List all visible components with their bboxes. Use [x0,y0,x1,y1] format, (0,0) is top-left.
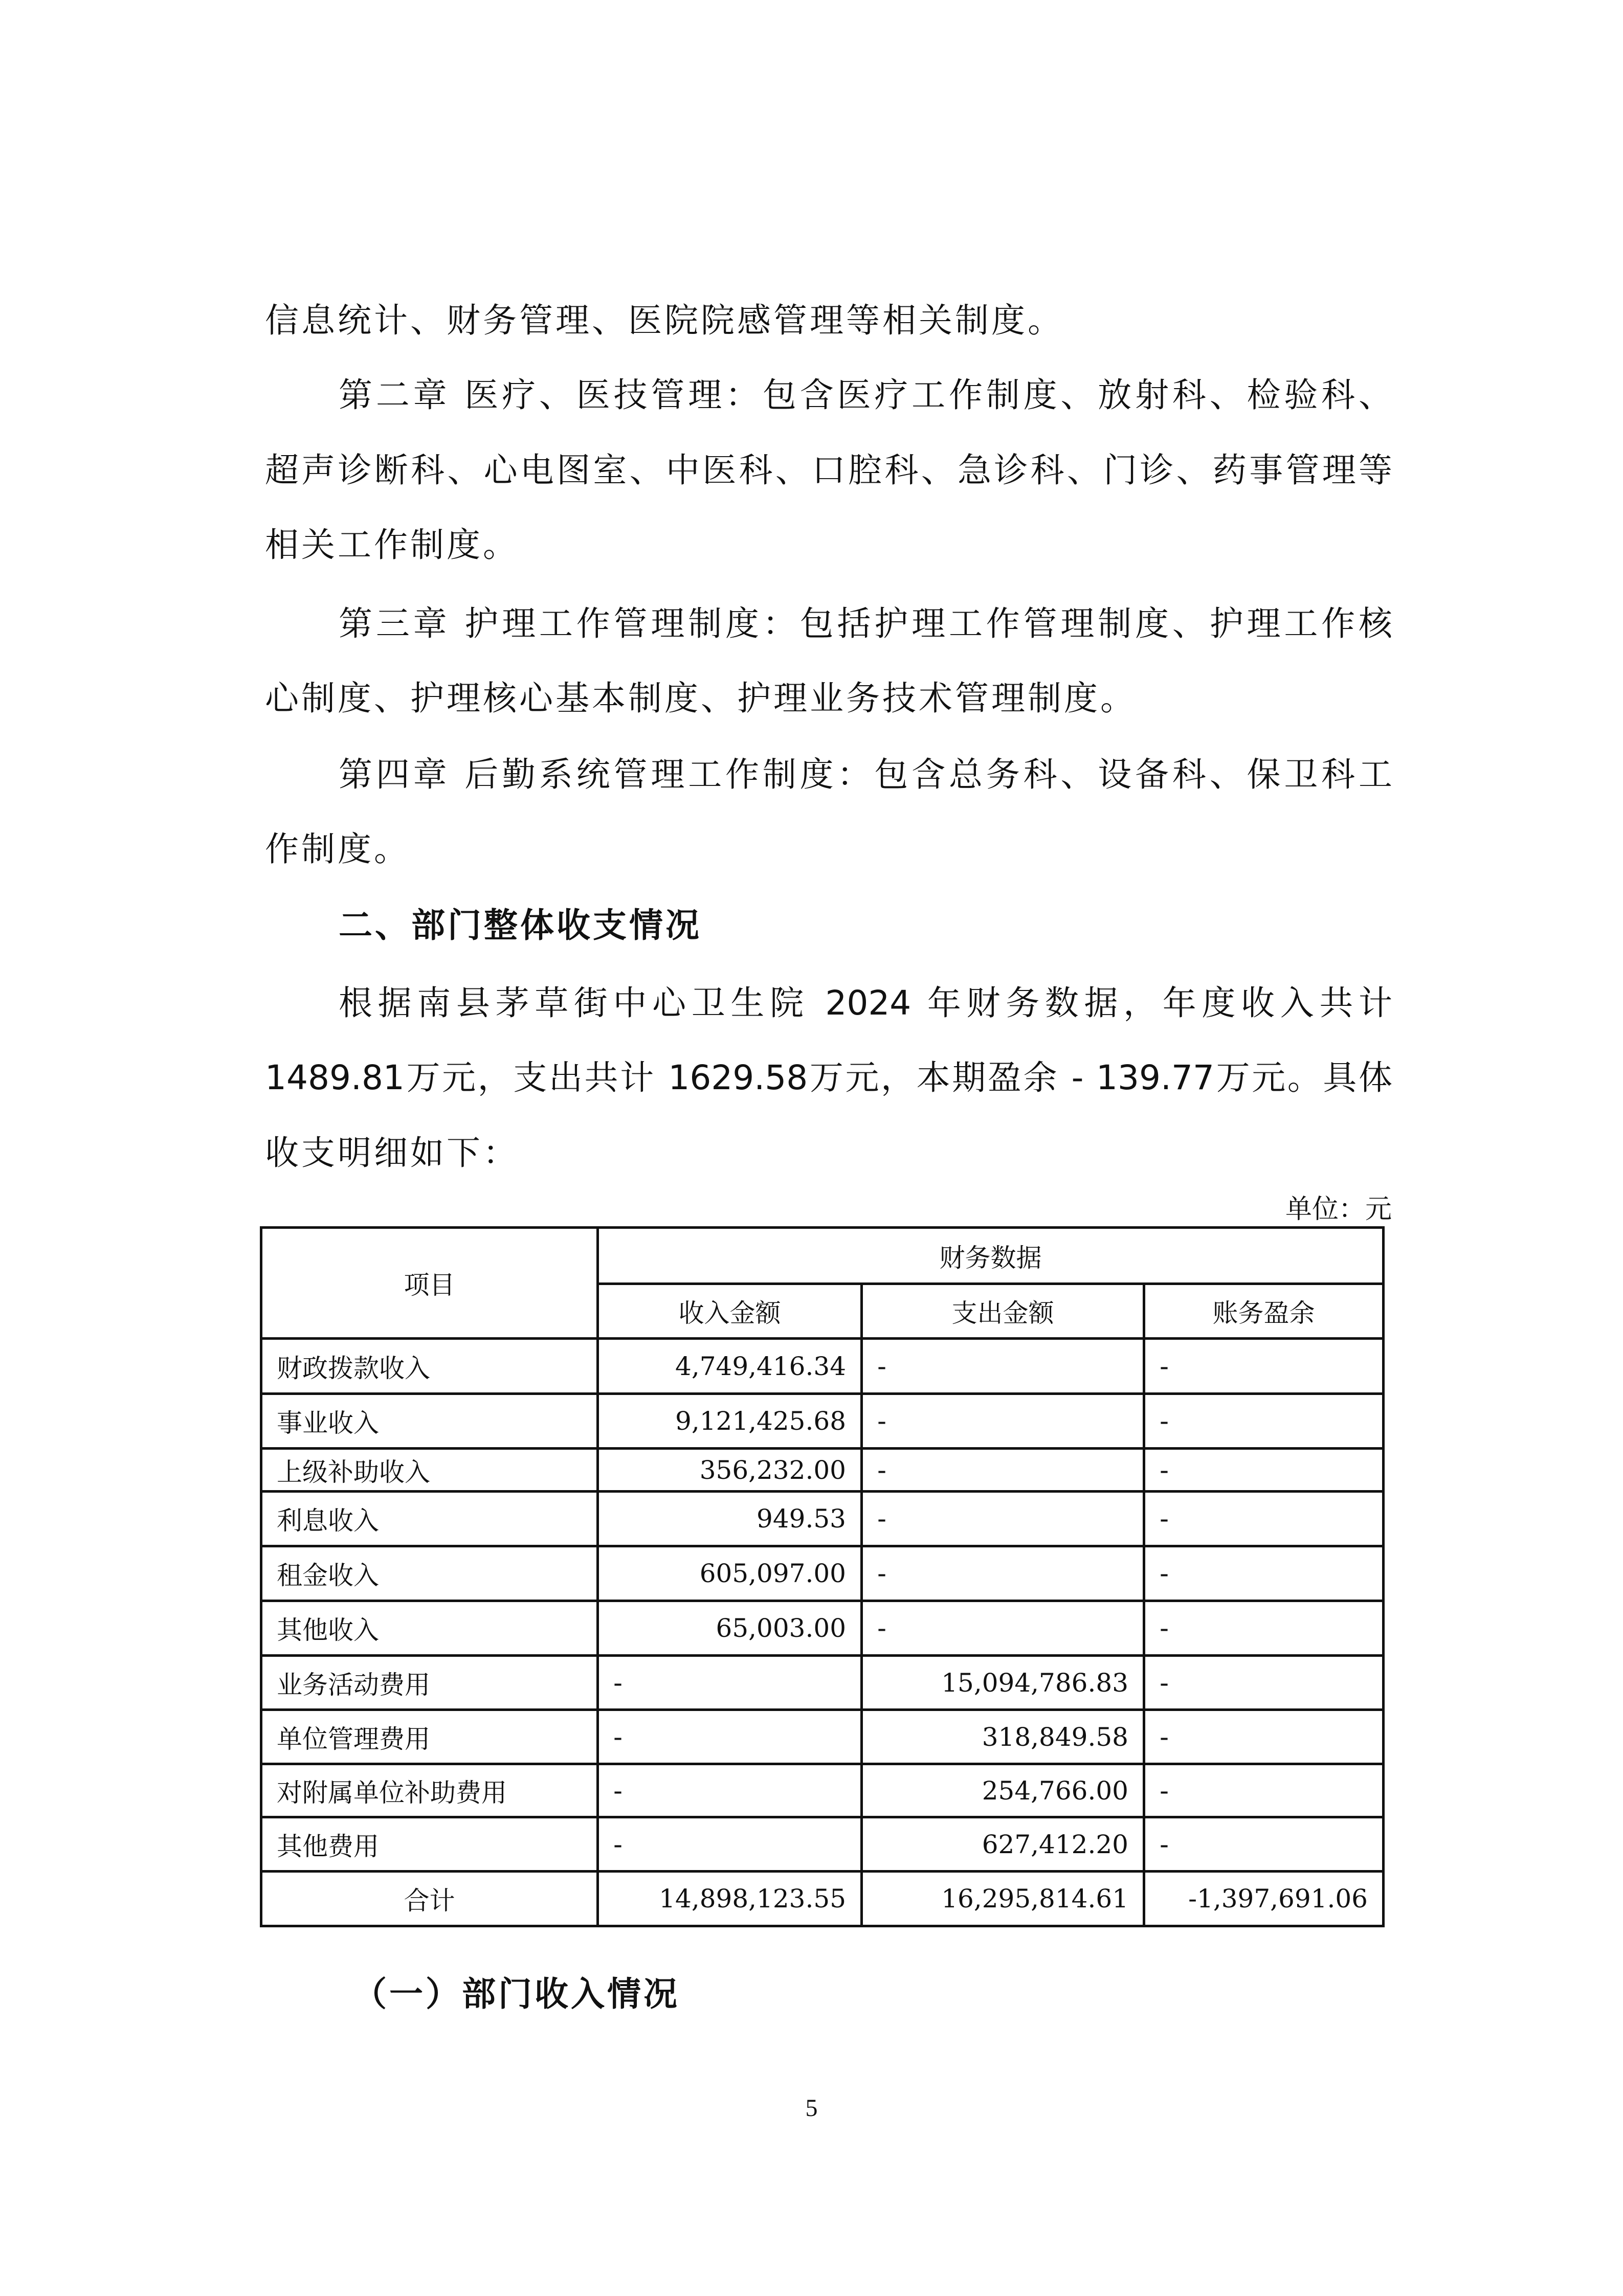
row-income: 4,749,416.34 [598,1339,862,1394]
paragraph-line: 心制度、护理核心基本制度、护理业务技术管理制度。 [265,679,1137,718]
row-expense: 254,766.00 [862,1764,1144,1817]
row-item: 其他费用 [261,1817,598,1872]
row-income: - [598,1656,862,1710]
table-row [261,1339,1384,1394]
total-expense: 16,295,814.61 [862,1872,1144,1926]
table-row [261,1546,1384,1601]
header-item: 项目 [261,1228,598,1339]
row-expense: 15,094,786.83 [862,1656,1144,1710]
paragraph-line: 第二章 医疗、医技管理：包含医疗工作制度、放射科、检验科、 [339,375,1392,415]
row-item: 利息收入 [261,1492,598,1546]
paragraph-line: 第三章 护理工作管理制度：包括护理工作管理制度、护理工作核 [339,604,1392,643]
paragraph-line: 第四章 后勤系统管理工作制度：包含总务科、设备科、保卫科工 [339,755,1392,794]
row-item: 租金收入 [261,1546,598,1601]
row-expense: - [862,1546,1144,1601]
row-surplus: - [1144,1546,1384,1601]
row-item: 对附属单位补助费用 [261,1764,598,1817]
row-item: 其他收入 [261,1601,598,1656]
row-income: 949.53 [598,1492,862,1546]
table-row [261,1492,1384,1546]
row-income: - [598,1817,862,1872]
section-heading: 二、部门整体收支情况 [339,906,702,945]
row-item: 业务活动费用 [261,1656,598,1710]
row-expense: 318,849.58 [862,1710,1144,1764]
header-income: 收入金额 [598,1284,862,1339]
row-expense: - [862,1601,1144,1656]
table-total-row [261,1872,1384,1926]
paragraph-line: 相关工作制度。 [265,525,519,565]
table-row [261,1656,1384,1710]
row-income: 65,003.00 [598,1601,862,1656]
page-number: 5 [805,2095,818,2122]
row-surplus: - [1144,1339,1384,1394]
table-row [261,1601,1384,1656]
paragraph-line: 信息统计、财务管理、医院院感管理等相关制度。 [265,301,1064,340]
row-item: 财政拨款收入 [261,1339,598,1394]
row-income: - [598,1710,862,1764]
total-income: 14,898,123.55 [598,1872,862,1926]
paragraph-line: 超声诊断科、心电图室、中医科、口腔科、急诊科、门诊、药事管理等 [265,451,1392,490]
header-expense: 支出金额 [862,1284,1144,1339]
table-row [261,1449,1384,1492]
row-income: 356,232.00 [598,1449,862,1492]
header-group: 财务数据 [598,1228,1384,1284]
row-surplus: - [1144,1656,1384,1710]
row-surplus: - [1144,1394,1384,1449]
total-label: 合计 [261,1872,598,1926]
paragraph-line: 收支明细如下： [265,1133,519,1173]
subsection-heading: （一）部门收入情况 [353,1974,680,2014]
row-income: 9,121,425.68 [598,1394,862,1449]
table-row [261,1394,1384,1449]
row-expense: - [862,1394,1144,1449]
row-income: 605,097.00 [598,1546,862,1601]
total-surplus: -1,397,691.06 [1144,1872,1384,1926]
header-surplus: 账务盈余 [1144,1284,1384,1339]
paragraph-line: 根据南县茅草街中心卫生院 2024 年财务数据，年度收入共计 [339,983,1392,1023]
row-expense: - [862,1339,1144,1394]
table-row [261,1764,1384,1817]
row-item: 上级补助收入 [261,1449,598,1492]
row-surplus: - [1144,1601,1384,1656]
paragraph-line: 作制度。 [265,829,410,869]
row-surplus: - [1144,1817,1384,1872]
table-row [261,1817,1384,1872]
row-surplus: - [1144,1449,1384,1492]
row-item: 单位管理费用 [261,1710,598,1764]
table-row [261,1710,1384,1764]
row-expense: 627,412.20 [862,1817,1144,1872]
row-surplus: - [1144,1710,1384,1764]
paragraph-line: 1489.81万元，支出共计 1629.58万元，本期盈余 - 139.77万元。具体 [265,1058,1392,1097]
row-surplus: - [1144,1764,1384,1817]
table-unit-label: 单位：元 [1285,1194,1392,1225]
row-income: - [598,1764,862,1817]
row-item: 事业收入 [261,1394,598,1449]
row-expense: - [862,1449,1144,1492]
finance-table [260,1226,1385,1927]
row-expense: - [862,1492,1144,1546]
row-surplus: - [1144,1492,1384,1546]
